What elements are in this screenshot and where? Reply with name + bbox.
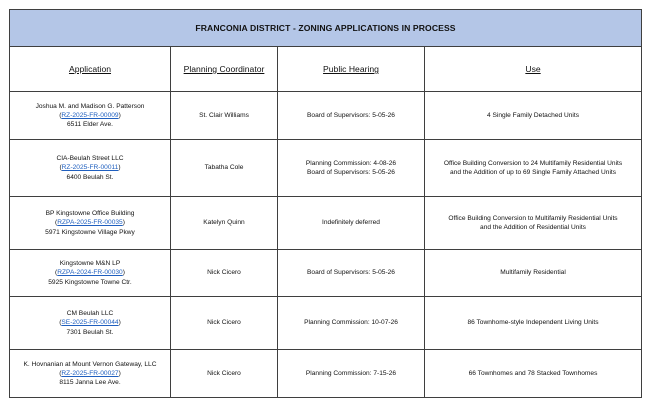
applicant-name: Kingstowne M&N LP — [59, 260, 121, 268]
case-number-link[interactable]: RZPA-2025-FR-00035 — [57, 219, 123, 227]
table-row — [10, 92, 642, 140]
table-row — [10, 250, 642, 297]
header-use: Use — [425, 47, 642, 92]
header-planning-coordinator: Planning Coordinator — [171, 47, 278, 92]
application-cell: Kingstowne M&N LP (RZPA-2024-FR-00030) 5925 Kingstowne Towne Ctr. — [10, 250, 171, 297]
applicant-name: CIA-Beulah Street LLC — [56, 155, 124, 163]
zoning-applications-table — [9, 9, 642, 398]
table-row — [10, 197, 642, 250]
coordinator-cell: Nick Cicero — [171, 350, 278, 398]
hearing-cell — [278, 197, 425, 250]
coordinator-cell: St. Clair Williams — [171, 92, 278, 140]
use-line: 86 Townhome-style Independent Living Units — [467, 319, 599, 327]
application-cell: BP Kingstowne Office Building (RZPA-2025-FR-00035) 5971 Kingstowne Village Pkwy — [10, 197, 171, 250]
address: 5925 Kingstowne Towne Ctr. — [48, 278, 132, 286]
use-line: Multifamily Residential — [500, 269, 566, 277]
coordinator-cell: Katelyn Quinn — [171, 197, 278, 250]
use-line: 4 Single Family Detached Units — [487, 111, 580, 119]
use-line: Office Building Conversion to 24 Multifamily Residential Units — [443, 159, 623, 167]
applicant-name: CM Beulah LLC — [66, 310, 114, 318]
hearing-cell — [278, 250, 425, 297]
hearing-line: Indefinitely deferred — [322, 219, 380, 227]
application-cell: K. Hovnanian at Mount Vernon Gateway, LLC (RZ-2025-FR-00027) 8115 Janna Lee Ave. — [10, 350, 171, 398]
zoning-table-container — [9, 9, 642, 398]
address: 6511 Elder Ave. — [67, 121, 113, 129]
use-cell — [425, 297, 642, 350]
table-title: FRANCONIA DISTRICT - ZONING APPLICATIONS IN PROCESS — [10, 10, 642, 47]
applicant-name: K. Hovnanian at Mount Vernon Gateway, LLC — [23, 360, 157, 368]
case-number-link[interactable]: RZPA-2024-FR-00030 — [57, 269, 123, 277]
table-row — [10, 140, 642, 197]
hearing-cell — [278, 350, 425, 398]
use-cell — [425, 250, 642, 297]
address: 8115 Janna Lee Ave. — [59, 379, 121, 387]
use-line: Office Building Conversion to Multifamily Residential Units — [448, 214, 618, 222]
header-row — [10, 47, 642, 92]
hearing-line: Planning Commission: 4-08-26 — [305, 159, 397, 167]
use-cell — [425, 197, 642, 250]
hearing-cell — [278, 92, 425, 140]
use-line: and the Addition of up to 69 Single Family Attached Units — [449, 169, 617, 176]
hearing-line: Board of Supervisors: 5-05-26 — [307, 111, 395, 119]
header-public-hearing: Public Hearing — [278, 47, 425, 92]
hearing-line: Planning Commission: 7-15-26 — [305, 369, 397, 377]
header-application: Application — [10, 47, 171, 92]
coordinator-cell: Nick Cicero — [171, 297, 278, 350]
address: 6400 Beulah St. — [66, 173, 114, 181]
hearing-line: Board of Supervisors: 5-05-26 — [307, 169, 395, 176]
case-number-link[interactable]: RZ-2025-FR-00009 — [61, 111, 119, 119]
hearing-cell — [278, 297, 425, 350]
address: 5971 Kingstowne Village Pkwy — [45, 228, 135, 236]
use-line: 66 Townhomes and 78 Stacked Townhomes — [468, 369, 598, 377]
use-cell — [425, 350, 642, 398]
use-cell — [425, 92, 642, 140]
application-cell: CIA-Beulah Street LLC (RZ-2025-FR-00011) 6400 Beulah St. — [10, 140, 171, 197]
applicant-name: Joshua M. and Madison G. Patterson — [35, 102, 145, 110]
table-row — [10, 350, 642, 398]
case-number-link[interactable]: RZ-2025-FR-00011 — [61, 164, 119, 172]
hearing-line: Planning Commission: 10-07-26 — [304, 319, 398, 327]
case-number-link[interactable]: SE-2025-FR-00044 — [61, 319, 119, 327]
use-line: and the Addition of Residential Units — [480, 224, 586, 231]
table-row — [10, 297, 642, 350]
application-cell: Joshua M. and Madison G. Patterson (RZ-2025-FR-00009) 6511 Elder Ave. — [10, 92, 171, 140]
coordinator-cell: Tabatha Cole — [171, 140, 278, 197]
coordinator-cell: Nick Cicero — [171, 250, 278, 297]
applicant-name: BP Kingstowne Office Building — [45, 210, 135, 218]
hearing-line: Board of Supervisors: 5-05-26 — [307, 269, 395, 277]
application-cell: CM Beulah LLC (SE-2025-FR-00044) 7301 Beulah St. — [10, 297, 171, 350]
address: 7301 Beulah St. — [66, 328, 114, 336]
hearing-cell — [278, 140, 425, 197]
case-number-link[interactable]: RZ-2025-FR-00027 — [61, 369, 119, 377]
use-cell — [425, 140, 642, 197]
